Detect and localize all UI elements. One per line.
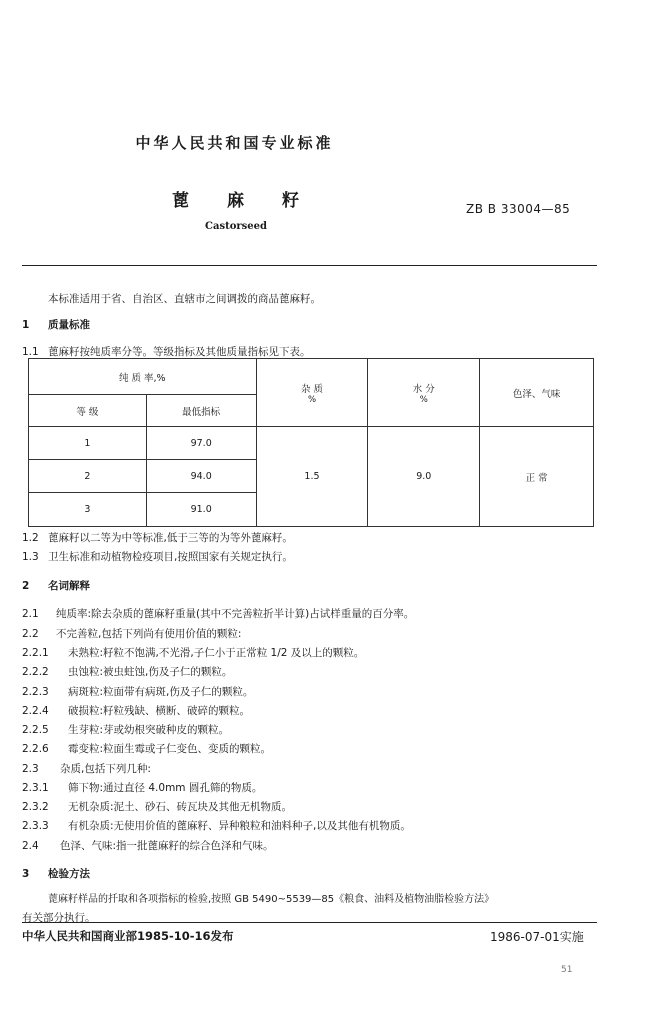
definition-item: 2.3.3 有机杂质:无使用价值的蓖麻籽、异种粮粒和油料种子,以及其他有机物质。 [22, 820, 411, 832]
section-3-heading: 3 检验方法 [22, 868, 90, 880]
header-rule [22, 265, 597, 266]
definition-item: 2.2.3 病斑粒:粒面带有病斑,伤及子仁的颗粒。 [22, 686, 254, 698]
definition-item: 2.1 纯质率:除去杂质的蓖麻籽重量(其中不完善粒折半计算)占试样重量的百分率。 [22, 608, 415, 620]
min-cell: 97.0 [146, 427, 256, 460]
page-number: 51 [561, 965, 573, 975]
impurity-header: 杂 质 % [256, 359, 368, 427]
definition-item: 2.2 不完善粒,包括下列尚有使用价值的颗粒: [22, 628, 242, 640]
grade-header: 等 级 [29, 395, 147, 427]
impurity-value: 1.5 [256, 427, 368, 527]
definition-item: 2.2.6 霉变粒:粒面生霉或子仁变色、变质的颗粒。 [22, 743, 272, 755]
min-header: 最低指标 [146, 395, 256, 427]
footer-rule [22, 922, 597, 923]
grade-cell: 1 [29, 427, 147, 460]
effective-date: 1986-07-01实施 [490, 930, 584, 944]
definition-item: 2.2.1 未熟粒:籽粒不饱满,不光滑,子仁小于正常粒 1/2 及以上的颗粒。 [22, 647, 365, 659]
item-1-3: 1.3 卫生标准和动植物检疫项目,按照国家有关规定执行。 [22, 551, 293, 563]
section-2-heading: 2 名词解释 [22, 580, 90, 592]
grade-cell: 3 [29, 493, 147, 527]
definition-item: 2.2.2 虫蚀粒:被虫蛀蚀,伤及子仁的颗粒。 [22, 666, 233, 678]
moisture-value: 9.0 [368, 427, 480, 527]
definition-item: 2.4 色泽、气味:指一批蓖麻籽的综合色泽和气味。 [22, 840, 274, 852]
standard-header: 中华人民共和国专业标准 [135, 134, 334, 152]
table-row [29, 427, 594, 460]
method-paragraph-line1: 蓖麻籽样品的扦取和各项指标的检验,按照 GB 5490~5539—85《粮食、油料及植物油脂检验方法》 [48, 894, 495, 905]
color-header: 色泽、气味 [480, 359, 594, 427]
definition-item: 2.2.5 生芽粒:芽或幼根突破种皮的颗粒。 [22, 724, 230, 736]
min-cell: 91.0 [146, 493, 256, 527]
document-subtitle: Castorseed [205, 221, 267, 232]
definition-item: 2.3.2 无机杂质:泥土、砂石、砖瓦块及其他无机物质。 [22, 801, 293, 813]
standard-number: ZB B 33004—85 [466, 202, 571, 216]
intro-paragraph: 本标准适用于省、自治区、直辖市之间调拨的商品蓖麻籽。 [48, 293, 321, 305]
purity-header: 纯 质 率,% [29, 359, 257, 395]
section-1-heading: 1 质量标准 [22, 319, 90, 331]
definition-item: 2.2.4 破损粒:籽粒残缺、横断、破碎的颗粒。 [22, 705, 251, 717]
issue-info: 中华人民共和国商业部1985-10-16发布 [22, 929, 234, 943]
definition-item: 2.3.1 筛下物:通过直径 4.0mm 圆孔筛的物质。 [22, 782, 263, 794]
min-cell: 94.0 [146, 460, 256, 493]
quality-table [28, 358, 594, 527]
document-title: 蓖麻籽 [172, 191, 337, 211]
definition-item: 2.3 杂质,包括下列几种: [22, 763, 151, 775]
item-1-2: 1.2 蓖麻籽以二等为中等标准,低于三等的为等外蓖麻籽。 [22, 532, 293, 544]
moisture-header: 水 分 % [368, 359, 480, 427]
color-value: 正 常 [480, 427, 594, 527]
method-paragraph-line2: 有关部分执行。 [22, 912, 96, 924]
grade-cell: 2 [29, 460, 147, 493]
item-1-1: 1.1 蓖麻籽按纯质率分等。等级指标及其他质量指标见下表。 [22, 346, 311, 358]
